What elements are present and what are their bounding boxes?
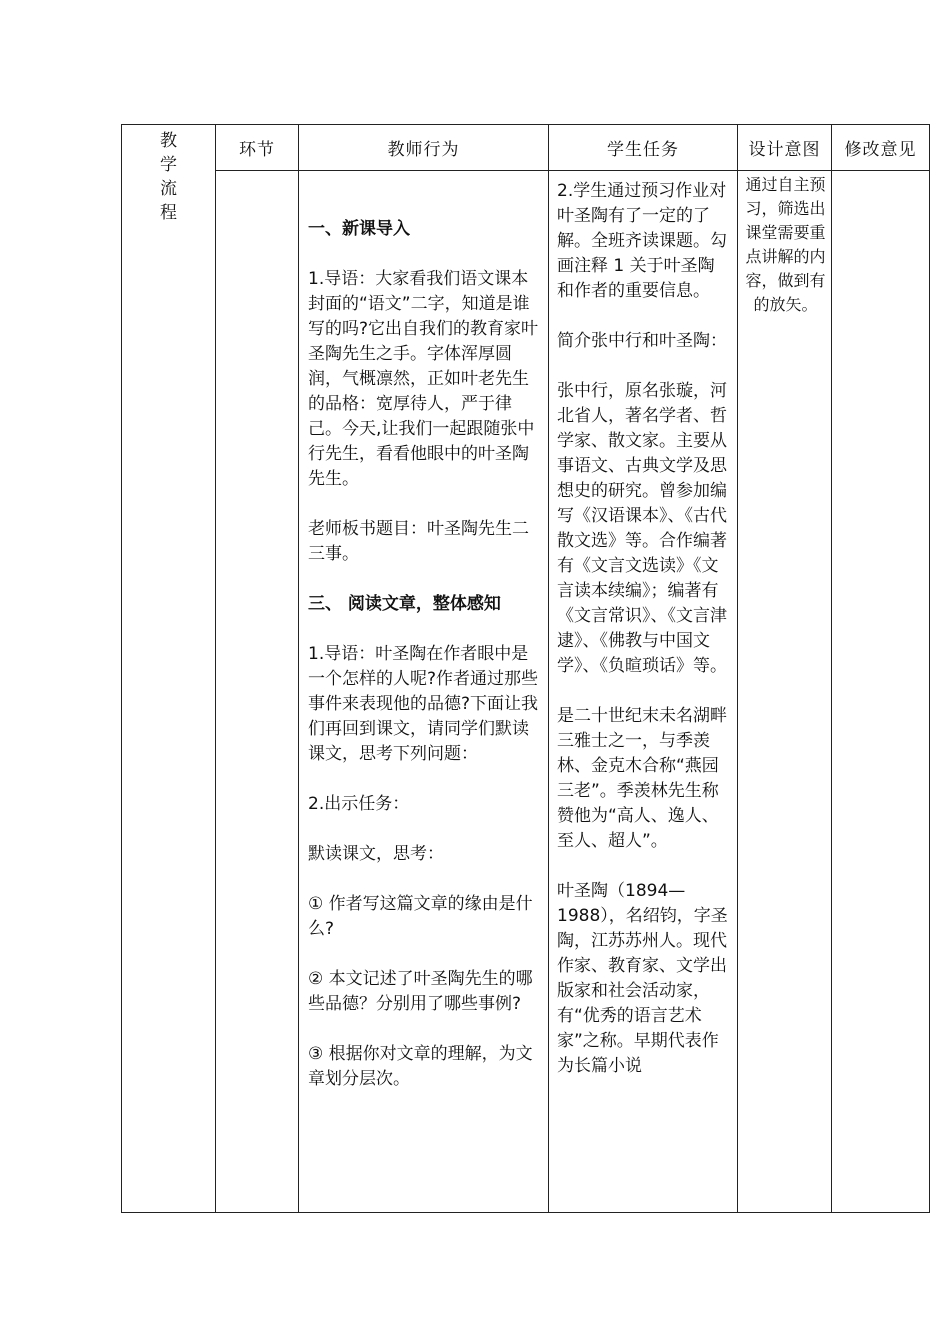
teaching-process-label: 教 学 流 程 — [122, 125, 216, 1213]
header-section: 环节 — [216, 125, 299, 171]
student-zhang-bio: 张中行，原名张璇，河北省人，著名学者、哲学家、散文家。主要从事语文、古典文学及思想史的研究。曾参加编写《汉语课本》、《古代散文选》等。合作编著有《文言文选读》《文言读本续编》；编著有《文言常识》、《文言津逮》、《佛教与中国文学》、《负暄琐话》等。 — [557, 381, 727, 676]
section-cell — [216, 171, 299, 1213]
teacher-silent-read: 默读课文，思考： — [308, 844, 444, 864]
teacher-intro: 1.导语：大家看我们语文课本封面的“语文”二字，知道是谁写的吗?它出自我们的教育家叶圣陶先生之手。字体浑厚圆润，气概凛然，正如叶老先生的品格：宽厚待人，严于律己。今天,让我们一起跟随张中行先生，看看他眼中的叶圣陶先生。 — [308, 269, 539, 489]
question-2: ② 本文记述了叶圣陶先生的哪些品德？分别用了哪些事例? — [308, 969, 533, 1014]
header-row — [122, 125, 930, 171]
question-1: ① 作者写这篇文章的缘由是什么? — [308, 894, 533, 939]
student-preview: 2.学生通过预习作业对叶圣陶有了一定的了解。全班齐读课题。勾画注释 1 关于叶圣陶和作者的重要信息。 — [557, 181, 727, 301]
header-revise: 修改意见 — [832, 125, 930, 171]
heading-new-lesson: 一、新课导入 — [308, 219, 410, 239]
teacher-reading-intro: 1.导语：叶圣陶在作者眼中是一个怎样的人呢?作者通过那些事件来表现他的品德?下面让我们再回到课文，请同学们默读课文，思考下列问题： — [308, 644, 539, 764]
student-zhang-honor: 是二十世纪末未名湖畔三雅士之一，与季羡林、金克木合称“燕园三老”。季羡林先生称赞他为“高人、逸人、至人、超人”。 — [557, 706, 727, 851]
header-design: 设计意图 — [738, 125, 832, 171]
teacher-board-title: 老师板书题目：叶圣陶先生二三事。 — [308, 519, 529, 564]
question-3: ③ 根据你对文章的理解，为文章划分层次。 — [308, 1044, 533, 1089]
student-intro-heading: 简介张中行和叶圣陶： — [557, 331, 727, 351]
student-ye-bio: 叶圣陶（1894—1988），名绍钧，字圣陶，江苏苏州人。现代作家、教育家、文学出版家和社会活动家，有“优秀的语言艺术家”之称。早期代表作为长篇小说 — [557, 881, 728, 1076]
student-cell — [549, 171, 738, 1213]
header-teacher: 教师行为 — [299, 125, 549, 171]
heading-reading: 三、 阅读文章，整体感知 — [308, 594, 501, 614]
header-student: 学生任务 — [549, 125, 738, 171]
lesson-plan-table — [121, 124, 930, 1213]
teacher-task: 2.出示任务： — [308, 794, 410, 814]
design-cell: 通过自主预习，筛选出课堂需要重点讲解的内容，做到有的放矢。 — [738, 171, 832, 1213]
teacher-cell — [299, 171, 549, 1213]
revise-cell — [832, 171, 930, 1213]
content-row — [122, 171, 930, 1213]
